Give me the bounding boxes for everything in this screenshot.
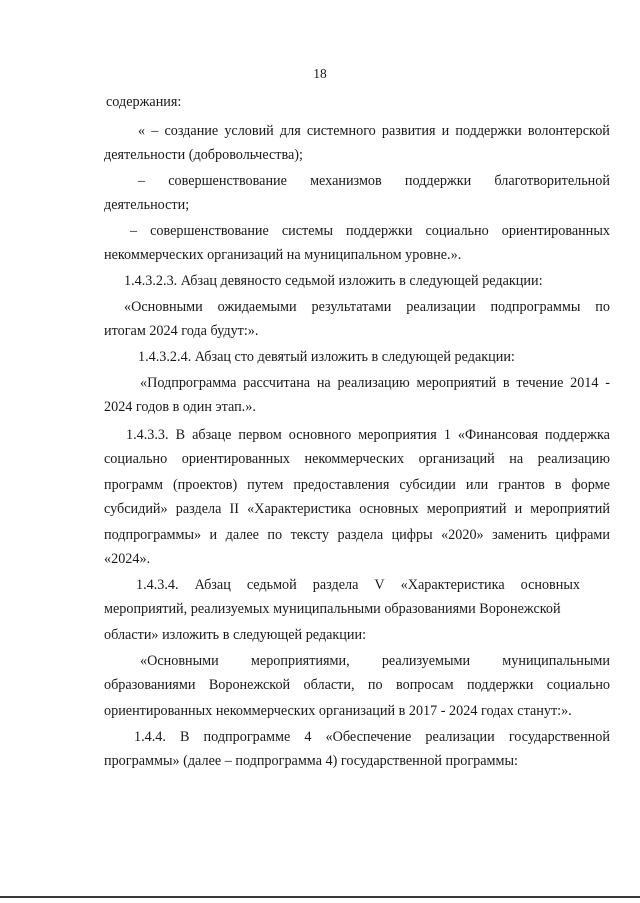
text-line	[140, 652, 610, 670]
text-line: ориентированных некоммерческих организаций в 2017 - 2024 годах станут:».	[104, 703, 572, 719]
word: раздела	[337, 527, 384, 543]
word: социально	[546, 677, 610, 693]
word: «	[138, 123, 146, 139]
text-line	[104, 476, 610, 494]
word: мероприятий	[416, 375, 497, 391]
word: системы	[281, 223, 334, 239]
text-line	[136, 576, 580, 594]
text-line	[124, 298, 610, 316]
word: программ	[104, 477, 163, 493]
word: «Финансовая	[457, 427, 539, 443]
text-line: итогам 2024 года будут:».	[104, 323, 259, 339]
word: абзаце	[192, 427, 232, 443]
word: реализуемыми	[381, 653, 471, 669]
word: «Основными	[140, 653, 219, 669]
word: или	[465, 477, 489, 493]
text-line	[140, 374, 610, 392]
word: «2020»	[441, 527, 484, 543]
word: реализации	[425, 729, 495, 745]
word: системного	[306, 123, 376, 139]
word: первом	[238, 427, 282, 443]
word: заменить	[492, 527, 548, 543]
word: вопросам	[396, 677, 454, 693]
word: поддержки	[455, 123, 522, 139]
word: на	[316, 375, 331, 391]
word: форме	[571, 477, 610, 493]
word: муниципальными	[502, 653, 610, 669]
word: субсидий»	[104, 501, 168, 517]
word: Воронежской	[208, 677, 291, 693]
word: ориентированных	[181, 451, 291, 467]
word: –	[130, 223, 138, 239]
word: мероприятий	[426, 501, 507, 517]
word: ожидаемыми	[217, 299, 297, 315]
text-line	[104, 450, 610, 468]
text-line	[138, 172, 610, 190]
text-line: содержания:	[106, 94, 182, 110]
word: –	[151, 123, 159, 139]
word: результатами	[311, 299, 392, 315]
word: в	[502, 375, 510, 391]
word: «Подпрограмма	[140, 375, 237, 391]
word: раздела	[175, 501, 222, 517]
word: V	[374, 577, 385, 593]
text-line	[126, 426, 610, 444]
text-line	[138, 122, 610, 140]
word: условий	[224, 123, 274, 139]
word: «Характеристика	[400, 577, 505, 593]
word: поддержки	[404, 173, 472, 189]
word: цифрами	[555, 527, 610, 543]
text-line	[104, 500, 610, 518]
word: и	[514, 501, 523, 517]
text-line: области» изложить в следующей редакции:	[104, 627, 367, 643]
word: –	[138, 173, 146, 189]
text-line	[134, 728, 610, 746]
word: по	[267, 527, 283, 543]
word: совершенствование	[168, 173, 287, 189]
word: подпрограмме	[203, 729, 291, 745]
text-line: мероприятий, реализуемых муниципальными образованиями Воронежской	[104, 601, 561, 617]
word: «Обеспечение	[325, 729, 412, 745]
word: -	[605, 375, 610, 391]
word: волонтерской	[527, 123, 610, 139]
word: тексту	[290, 527, 330, 543]
text-line	[104, 526, 610, 544]
word: создание	[164, 123, 219, 139]
word: для	[279, 123, 301, 139]
word: «Характеристика	[247, 501, 352, 517]
word: В	[180, 729, 190, 745]
word: реализацию	[537, 451, 610, 467]
word: (проектов)	[172, 477, 238, 493]
word: 1	[443, 427, 451, 443]
word: 1.4.3.4.	[136, 577, 179, 593]
text-line	[104, 676, 610, 694]
word: совершенствование	[150, 223, 269, 239]
word: основных	[359, 501, 419, 517]
text-line: 2024 годов в один этап.».	[104, 399, 256, 415]
text-line: 1.4.3.2.3. Абзац девяносто седьмой изложить в следующей редакции:	[124, 273, 543, 289]
word: по	[367, 677, 383, 693]
word: грантов	[498, 477, 545, 493]
scan-edge-line	[0, 896, 640, 898]
word: 2014	[570, 375, 599, 391]
word: государственной	[508, 729, 610, 745]
word: некоммерческих	[304, 451, 405, 467]
text-line: программы» (далее – подпрограмма 4) государственной программы:	[104, 753, 518, 769]
word: мероприятиями,	[250, 653, 350, 669]
word: Абзац	[194, 577, 231, 593]
word: реализации	[406, 299, 476, 315]
word: социально	[104, 451, 168, 467]
word: развития	[381, 123, 436, 139]
word: II	[229, 501, 239, 517]
word: механизмов	[310, 173, 382, 189]
word: в	[554, 477, 562, 493]
word: основного	[288, 427, 352, 443]
text-line: деятельности (добровольчества);	[104, 147, 303, 163]
word: социально	[425, 223, 489, 239]
text-line: деятельности;	[104, 197, 190, 213]
word: течение	[516, 375, 564, 391]
word: поддержки	[346, 223, 413, 239]
text-line: некоммерческих организаций на муниципальном уровне.».	[104, 247, 462, 263]
word: 4	[304, 729, 312, 745]
word: на	[509, 451, 524, 467]
word: ориентированных	[501, 223, 610, 239]
word: образованиями	[104, 677, 196, 693]
word: 1.4.3.3.	[126, 427, 169, 443]
word: поддержки	[466, 677, 534, 693]
word: «Основными	[124, 299, 203, 315]
word: основных	[520, 577, 580, 593]
text-line	[130, 222, 610, 240]
page-number: 18	[313, 66, 327, 81]
word: путем	[247, 477, 284, 493]
word: и	[209, 527, 218, 543]
word: поддержка	[545, 427, 610, 443]
word: рассчитана	[243, 375, 311, 391]
word: подпрограммы	[490, 299, 581, 315]
word: по	[595, 299, 610, 315]
word: благотворительной	[494, 173, 610, 189]
word: организаций	[418, 451, 495, 467]
word: подпрограммы»	[104, 527, 202, 543]
word: мероприятий	[530, 501, 610, 517]
word: мероприятия	[358, 427, 437, 443]
text-line: «2024».	[104, 551, 151, 567]
text-line: 1.4.3.2.4. Абзац сто девятый изложить в следующей редакции:	[138, 349, 515, 365]
word: и	[441, 123, 450, 139]
word: области,	[303, 677, 355, 693]
word: реализацию	[337, 375, 410, 391]
word: цифры	[391, 527, 433, 543]
word: 1.4.4.	[134, 729, 166, 745]
word: В	[175, 427, 186, 443]
word: предоставления	[293, 477, 390, 493]
word: седьмой	[246, 577, 297, 593]
word: субсидии	[399, 477, 456, 493]
word: раздела	[312, 577, 359, 593]
word: далее	[225, 527, 259, 543]
